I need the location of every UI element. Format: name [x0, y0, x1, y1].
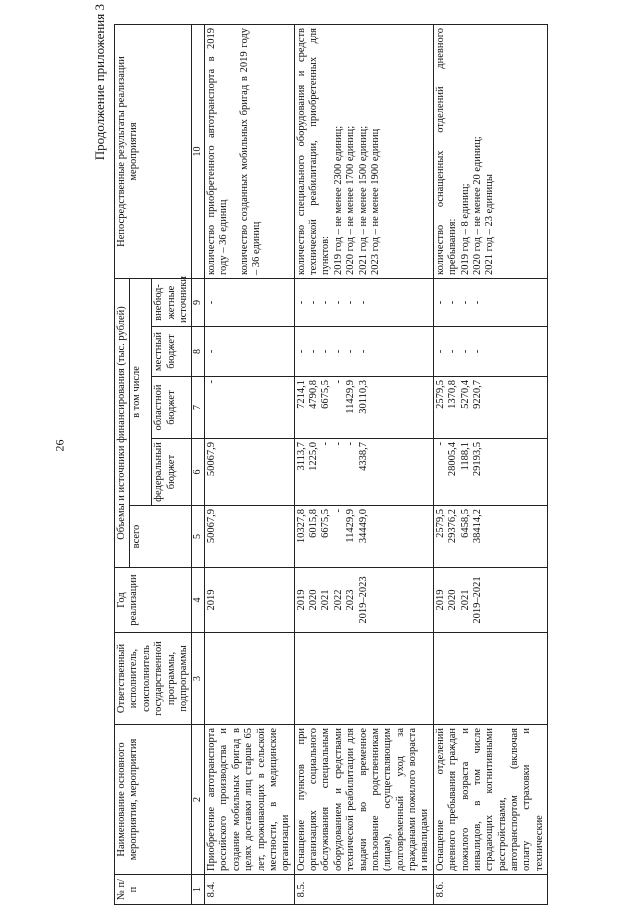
extra-cell-line: -	[332, 300, 344, 305]
results-cell-line: 2023 год – не менее 1900 единиц	[369, 128, 381, 275]
local-cell-line: -	[434, 349, 446, 354]
year-cell-line: 2022	[332, 589, 344, 611]
year-cell-line: 2020	[447, 589, 459, 611]
table-row	[294, 25, 433, 905]
total-cell	[205, 506, 295, 568]
col-index: 7	[192, 377, 205, 439]
col-index: 6	[192, 439, 205, 506]
results-cell-line: 2020 год – не менее 1700 единиц;	[345, 125, 357, 275]
regional-cell-line: -	[332, 380, 344, 384]
header-including: в том числе	[130, 279, 152, 506]
total-cell-line: 38414,2	[471, 509, 483, 544]
year-cell-line: 2019	[295, 589, 307, 611]
results-cell-line: 2021 год – не менее 1500 единиц;	[357, 125, 369, 275]
local-cell-line: -	[295, 349, 307, 354]
federal-cell-line: 1188,1	[459, 442, 471, 471]
regional-cell	[205, 377, 295, 439]
extra-cell-line: -	[320, 300, 332, 305]
year-cell	[205, 568, 295, 633]
extra-cell	[205, 279, 295, 327]
regional-cell-line: 9220,7	[471, 380, 483, 409]
results-cell-line: 2019 год – 8 единиц;	[459, 183, 471, 275]
extra-cell-line: -	[345, 300, 357, 305]
regional-cell-line: 11429,9	[345, 380, 357, 414]
extra-cell-line: -	[471, 300, 483, 305]
page-number: 26	[52, 439, 67, 452]
header-regional: областной бюджет	[152, 377, 192, 439]
col-index: 10	[192, 25, 205, 279]
regional-cell-line: 7214,1	[295, 380, 307, 409]
local-cell-line: -	[206, 349, 218, 354]
year-cell-line: 2019	[206, 589, 218, 611]
measure-name: Приобретение автотранспорта российского производства и создание мобильных бригад в целях доставки лиц старше 65 лет, проживающих в сельской местности, в медицинские организации	[205, 725, 295, 875]
local-cell-line: -	[332, 349, 344, 354]
extra-cell	[433, 279, 547, 327]
total-cell	[433, 506, 547, 568]
continuation-label: Продолжение приложения 3	[92, 4, 107, 161]
total-cell-line: 10327,8	[295, 509, 307, 544]
row-number: 8.4.	[205, 875, 295, 905]
regional-cell-line: 4790,8	[308, 380, 320, 409]
results-cell	[294, 25, 433, 279]
header-results: Непосредственные результаты реализации мероприятия	[115, 25, 192, 279]
total-cell-line: -	[332, 509, 344, 513]
year-cell-line: 2023	[345, 589, 357, 611]
table-body	[205, 25, 548, 905]
year-cell-line: 2019	[434, 589, 446, 611]
header-local: местный бюджет	[152, 327, 192, 377]
results-cell-line: количество специального оборудования и средств технической реабилитации, приобретенных для пунктов:	[295, 28, 332, 275]
regional-cell-line: 6675,5	[320, 380, 332, 409]
results-cell-line: количество оснащенных отделений дневного пребывания:	[434, 28, 459, 275]
federal-cell	[294, 439, 433, 506]
year-cell-line: 2021	[459, 589, 471, 611]
table-row	[205, 25, 295, 905]
total-cell-line: 34449,0	[357, 509, 369, 544]
total-cell	[294, 506, 433, 568]
rotated-page	[92, 0, 640, 905]
federal-cell-line: -	[332, 442, 344, 446]
regional-cell	[294, 377, 433, 439]
regional-cell-line: -	[206, 380, 218, 384]
regional-cell-line: 5270,4	[459, 380, 471, 409]
federal-cell-line: -	[320, 442, 332, 446]
results-cell-line: 2021 год – 23 единицы	[484, 174, 496, 275]
header-financing: Объемы и источники финансирования (тыс. рублей)	[115, 279, 130, 568]
results-cell	[433, 25, 547, 279]
col-index: 3	[192, 633, 205, 725]
federal-cell-line: 28005,4	[447, 442, 459, 477]
federal-cell-line: -	[345, 442, 357, 446]
col-index: 9	[192, 279, 205, 327]
federal-cell-line: -	[434, 442, 446, 446]
total-cell-line: 50067,9	[206, 509, 218, 544]
local-cell-line: -	[471, 349, 483, 354]
results-cell	[205, 25, 295, 279]
local-cell	[294, 327, 433, 377]
col-index: 2	[192, 725, 205, 875]
federal-cell-line: 50067,9	[206, 442, 218, 477]
year-cell	[433, 568, 547, 633]
extra-cell-line: -	[206, 300, 218, 305]
results-cell-line: количество созданных мобильных бригад в 2019 году – 36 единиц	[238, 28, 263, 275]
table-row	[433, 25, 547, 905]
col-index: 1	[192, 875, 205, 905]
extra-cell-line: -	[295, 300, 307, 305]
extra-cell-line: -	[434, 300, 446, 305]
local-cell-line: -	[308, 349, 320, 354]
extra-cell	[294, 279, 433, 327]
header-total: всего	[130, 506, 192, 568]
header-federal: федеральный бюджет	[152, 439, 192, 506]
extra-cell-line: -	[308, 300, 320, 305]
col-index: 8	[192, 327, 205, 377]
total-cell-line: 6675,5	[320, 509, 332, 538]
extra-cell-line: -	[459, 300, 471, 305]
header-year: Год реализации	[115, 568, 192, 633]
extra-cell-line: -	[357, 300, 369, 305]
extra-cell-line: -	[447, 300, 459, 305]
local-cell	[205, 327, 295, 377]
local-cell-line: -	[459, 349, 471, 354]
local-cell-line: -	[357, 349, 369, 354]
total-cell-line: 2579,5	[434, 509, 446, 538]
measure-name: Оснащение пунктов при организациях социального обслуживания специальным оборудованием и средствами технической реабилитации для выдачи во временное пользование родственникам (лицам), осуществляющим долговременный уход за гражданами пожилого возраста и инвалидами	[294, 725, 433, 875]
executor-cell	[205, 633, 295, 725]
federal-cell-line: 3113,7	[295, 442, 307, 471]
regional-cell-line: 1370,8	[447, 380, 459, 409]
executor-cell	[294, 633, 433, 725]
federal-cell	[433, 439, 547, 506]
total-cell-line: 6015,8	[308, 509, 320, 538]
header-extra: внебюд-жетные источники	[152, 279, 192, 327]
year-cell-line: 2021	[320, 589, 332, 611]
results-cell-line: количество приобретенного автотранспорта в 2019 году – 36 единиц	[206, 28, 230, 275]
federal-cell-line: 29193,5	[471, 442, 483, 477]
year-cell-line: 2019–2023	[357, 576, 369, 624]
local-cell-line: -	[320, 349, 332, 354]
regional-cell	[433, 377, 547, 439]
year-cell	[294, 568, 433, 633]
measure-name: Оснащение отделений дневного пребывания граждан пожилого возраста и инвалидов, в том числе страдающих когнитивными расстройствами, автотранспортом (включая оплату страховки и технические	[433, 725, 547, 875]
executor-cell	[433, 633, 547, 725]
row-number: 8.6.	[433, 875, 547, 905]
total-cell-line: 29376,2	[447, 509, 459, 544]
local-cell-line: -	[447, 349, 459, 354]
regional-cell-line: 30110,3	[357, 380, 369, 414]
regional-cell-line: 2579,5	[434, 380, 446, 409]
program-table	[114, 24, 548, 905]
col-index: 4	[192, 568, 205, 633]
year-cell-line: 2019–2021	[471, 576, 483, 624]
total-cell-line: 6458,5	[459, 509, 471, 538]
federal-cell-line: 4338,7	[357, 442, 369, 471]
results-cell-line: 2020 год – не менее 20 единиц;	[471, 136, 483, 275]
col-index: 5	[192, 506, 205, 568]
total-cell-line: 11429,9	[345, 509, 357, 543]
year-cell-line: 2020	[308, 589, 320, 611]
federal-cell-line: 1225,0	[308, 442, 320, 471]
local-cell-line: -	[345, 349, 357, 354]
federal-cell	[205, 439, 295, 506]
results-cell-line: 2019 год – не менее 2300 единиц;	[332, 125, 344, 275]
header-executor: Ответственный исполнитель, соисполнитель государственной программы, подпрограммы	[115, 633, 192, 725]
row-number: 8.5.	[294, 875, 433, 905]
header-num: № п/п	[115, 875, 192, 905]
local-cell	[433, 327, 547, 377]
header-name: Наименование основного мероприятия, мероприятия	[115, 725, 192, 875]
